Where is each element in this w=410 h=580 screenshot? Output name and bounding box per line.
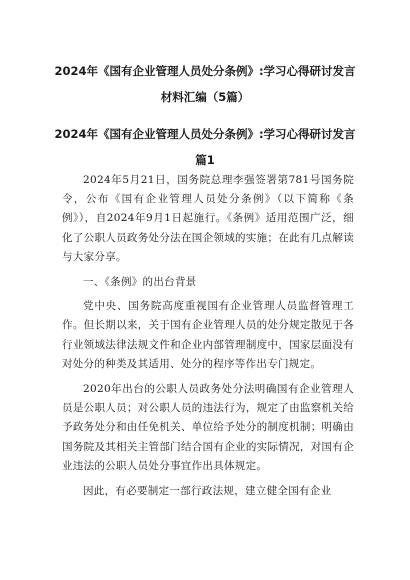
paragraph-2020-law: 2020年出台的公职人员政务处分法明确国有企业管理人员是公职人员；对公职人员的违法行为，规定了由监察机关给予政务处分和由任免机关、单位给予处分的制度机制；明确由国务院及其相关主管部门结合国有企业的实际情况，对国有企业违法的公职人员处分事宜作出具体规定。 [62, 383, 354, 472]
section-title-line-2: 篇1 [195, 153, 215, 167]
document-title-line-1: 2024年《国有企业管理人员处分条例》:学习心得研讨发言 [54, 64, 356, 78]
document-title [50, 58, 360, 110]
section-title [50, 121, 360, 173]
paragraph-intro: 2024年5月21日，国务院总理李强签署第781号国务院令，公布《国有企业管理人员处分条例》（以下简称《条例》），自2024年9月1日起施行。《条例》适用范围广泛，细化了公职人员政务处分法在国企领域的实施；在此有几点解读与大家分享。 [62, 174, 354, 263]
section-title-line-1: 2024年《国有企业管理人员处分条例》:学习心得研讨发言 [54, 127, 356, 141]
paragraph-conclusion: 因此，有必要制定一部行政法规，建立健全国有企业 [83, 485, 332, 498]
document-body [62, 171, 354, 507]
paragraph-background: 党中央、国务院高度重视国有企业管理人员监督管理工作。但长期以来，关于国有企业管理人员的处分规定散见于各行业领域法律法规文件和企业内部管理制度中，国家层面没有对处分的种类及其适用、处分的程序等作出专门规定。 [62, 300, 354, 370]
document-title-line-2: 材料汇编（5篇） [160, 90, 250, 104]
subheading-background: 一、《条例》的出台背景 [83, 276, 197, 289]
